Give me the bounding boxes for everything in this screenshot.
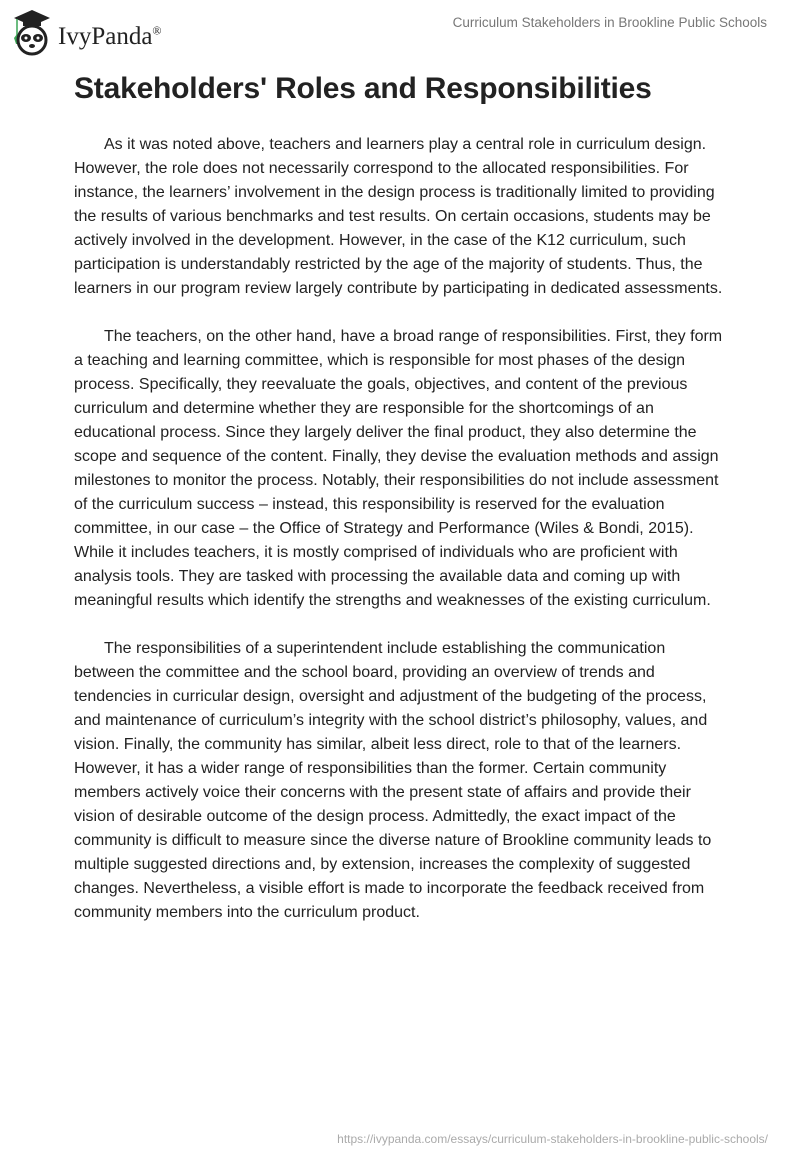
section-heading: Stakeholders' Roles and Responsibilities xyxy=(74,72,652,105)
logo-text: IvyPanda® xyxy=(58,23,162,50)
panda-graduate-icon xyxy=(12,8,52,56)
source-url[interactable]: https://ivypanda.com/essays/curriculum-stakeholders-in-brookline-public-schools/ xyxy=(337,1132,768,1146)
paragraph: As it was noted above, teachers and learners play a central role in curriculum design. However, the role does not necessarily correspond to the allocated responsibilities. For instance, the learners’ involvement in the design process is traditionally limited to providing the results of various benchmarks and test results. On certain occasions, students may be actively involved in the development. However, in the case of the K12 curriculum, such participation is understandably restricted by the age of the majority of students. Thus, the learners in our program review largely contribute by participating in dedicated assessments. xyxy=(74,136,723,297)
paragraph: The responsibilities of a superintendent include establishing the communication between the committee and the school board, providing an overview of trends and tendencies in curricular design, oversight and adjustment of the budgeting of the process, and maintenance of curriculum’s integrity with the school district’s philosophy, values, and vision. Finally, the community has similar, albeit less direct, role to that of the learners. However, it has a wider range of responsibilities than the former. Certain community members actively voice their concerns with the present state of affairs and provide their vision of desirable outcome of the design process. Admittedly, the exact impact of the community is difficult to measure since the diverse nature of Brookline community leads to multiple suggested directions and, by extension, increases the complexity of suggested changes. Nevertheless, a visible effort is made to incorporate the feedback received from community members into the curriculum product. xyxy=(74,640,712,921)
paragraph: The teachers, on the other hand, have a broad range of responsibilities. First, they form a teaching and learning committee, which is responsible for most phases of the design process. Specifically, they reevaluate the goals, objectives, and content of the previous curriculum and determine whether they are responsible for the shortcomings of an educational process. Since they largely deliver the final product, they also determine the scope and sequence of the content. Finally, they devise the evaluation methods and assign milestones to monitor the process. Notably, their responsibilities do not include assessment of the curriculum success – instead, this responsibility is reserved for the evaluation committee, in our case – the Office of Strategy and Performance (Wiles & Bondi, 2015). While it includes teachers, it is mostly comprised of individuals who are proficient with analysis tools. They are tasked with processing the available data and coming up with meaningful results which identify the strengths and weaknesses of the existing curriculum. xyxy=(74,328,723,609)
document-title: Curriculum Stakeholders in Brookline Public Schools xyxy=(452,15,767,30)
article-body xyxy=(74,133,730,949)
ivypanda-logo[interactable] xyxy=(12,8,162,56)
